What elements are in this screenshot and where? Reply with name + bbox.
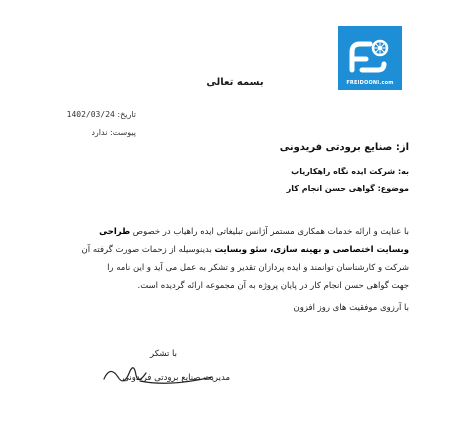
to-line: به: شرکت ایده نگاه راهکاریاب bbox=[291, 167, 409, 176]
body-line-1 bbox=[99, 227, 409, 237]
date-label: تاریخ: bbox=[117, 110, 136, 119]
signer-name: مدیریت صنایع برودتی فریدونی bbox=[122, 373, 230, 383]
attachment-line bbox=[91, 128, 136, 137]
date-value: 1402/03/24 bbox=[66, 110, 115, 119]
attachment-value: ندارد bbox=[91, 128, 108, 137]
company-logo bbox=[338, 26, 402, 90]
body-line-3: شرکت و کارشناسان توانمند و ایده پردازان تقدیر و تشکر به عمل می آید و این نامه را bbox=[107, 263, 409, 273]
body-line-1-bold: طراحی bbox=[99, 227, 131, 237]
letter-heading: بسمه تعالی bbox=[206, 77, 264, 88]
from-line: از: صنایع برودتی فریدونی bbox=[279, 142, 409, 153]
attachment-label: پیوست: bbox=[109, 128, 136, 137]
closing-text: با تشکر bbox=[150, 349, 177, 359]
date-line bbox=[67, 110, 136, 119]
body-line-4: جهت گواهی حسن انجام کار در پایان پروژه به آن مجموعه ارائه گردیده است. bbox=[137, 281, 409, 291]
body-line-5: با آرزوی موفقیت های روز افزون bbox=[293, 303, 409, 313]
body-line-2-bold: وبسایت اختصاصی و بهینه سازی، سئو وبسایت bbox=[214, 245, 409, 255]
body-line-2-text: بدینوسیله از زحمات صورت گرفته آن bbox=[81, 245, 212, 255]
body-line-2 bbox=[82, 245, 409, 255]
body-line-1-text: با عنایت و ارائه خدمات همکاری مستمر آژانس تبلیغاتی ایده راهیاب در خصوص bbox=[132, 227, 409, 237]
logo-text: FREIDOONI.com bbox=[346, 80, 394, 86]
subject-line: موضوع: گواهی حسن انجام کار bbox=[286, 184, 409, 193]
